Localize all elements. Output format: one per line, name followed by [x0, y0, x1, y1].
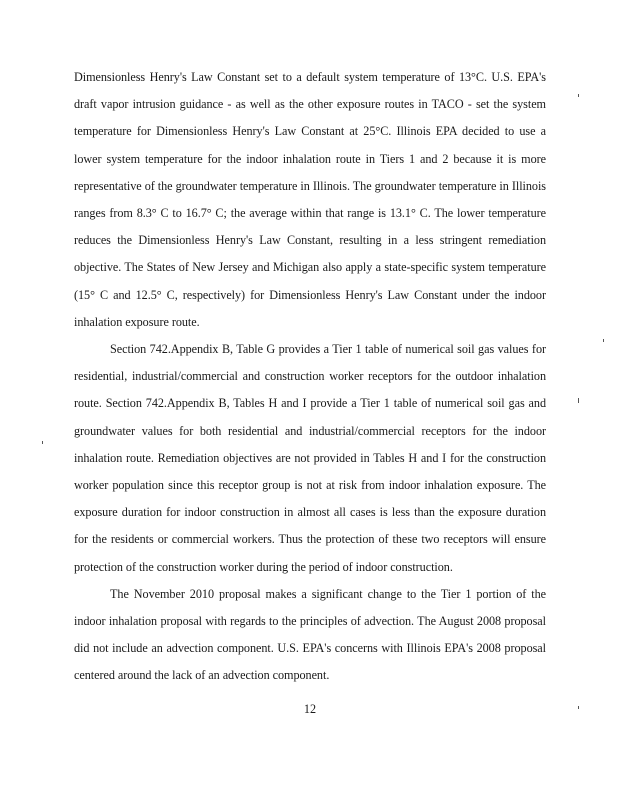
paragraph-advection: The November 2010 proposal makes a significant change to the Tier 1 portion of the indoor inhalation proposal with regards to the principles of advection. The August 2008 proposal did not include an advection component. U.S. EPA's concerns with Illinois EPA's 2008 proposal centered around the lack of an advection component.	[74, 586, 546, 683]
scan-speck	[578, 94, 579, 97]
scan-speck	[603, 339, 604, 342]
body-text	[74, 64, 546, 690]
scan-speck	[578, 706, 579, 709]
paragraph-tier1-tables: Section 742.Appendix B, Table G provides a Tier 1 table of numerical soil gas values for residential, industrial/commercial and construction worker receptors for the outdoor inhalation route. Section 742.Appendix B, Tables H and I provide a Tier 1 table of numerical soil gas and groundwater values for both residential and industrial/commercial receptors for the indoor inhalation route. Remediation objectives are not provided in Tables H and I for the construction worker population since this receptor group is not at risk from indoor inhalation exposure. The exposure duration for indoor construction in almost all cases is less than the exposure duration for the residents or commercial workers. Thus the protection of these two receptors will ensure protection of the construction worker during the period of indoor construction.	[74, 342, 546, 574]
paragraph-continued: Dimensionless Henry's Law Constant set to a default system temperature of 13°C. U.S. EPA's draft vapor intrusion guidance - as well as the other exposure routes in TACO - set the system temperature for Dimensionless Henry's Law Constant at 25°C. Illinois EPA decided to use a lower system temperature for the indoor inhalation route in Tiers 1 and 2 because it is more representative of the groundwater temperature in Illinois. The groundwater temperature in Illinois ranges from 8.3° C to 16.7° C; the average within that range is 13.1° C. The lower temperature reduces the Dimensionless Henry's Law Constant, resulting in a less stringent remediation objective. The States of New Jersey and Michigan also apply a state-specific system temperature (15° C and 12.5° C, respectively) for Dimensionless Henry's Law Constant under the indoor inhalation exposure route.	[74, 70, 546, 329]
page-number: 12	[303, 702, 317, 716]
scan-speck	[42, 441, 43, 444]
scan-speck	[578, 398, 579, 403]
